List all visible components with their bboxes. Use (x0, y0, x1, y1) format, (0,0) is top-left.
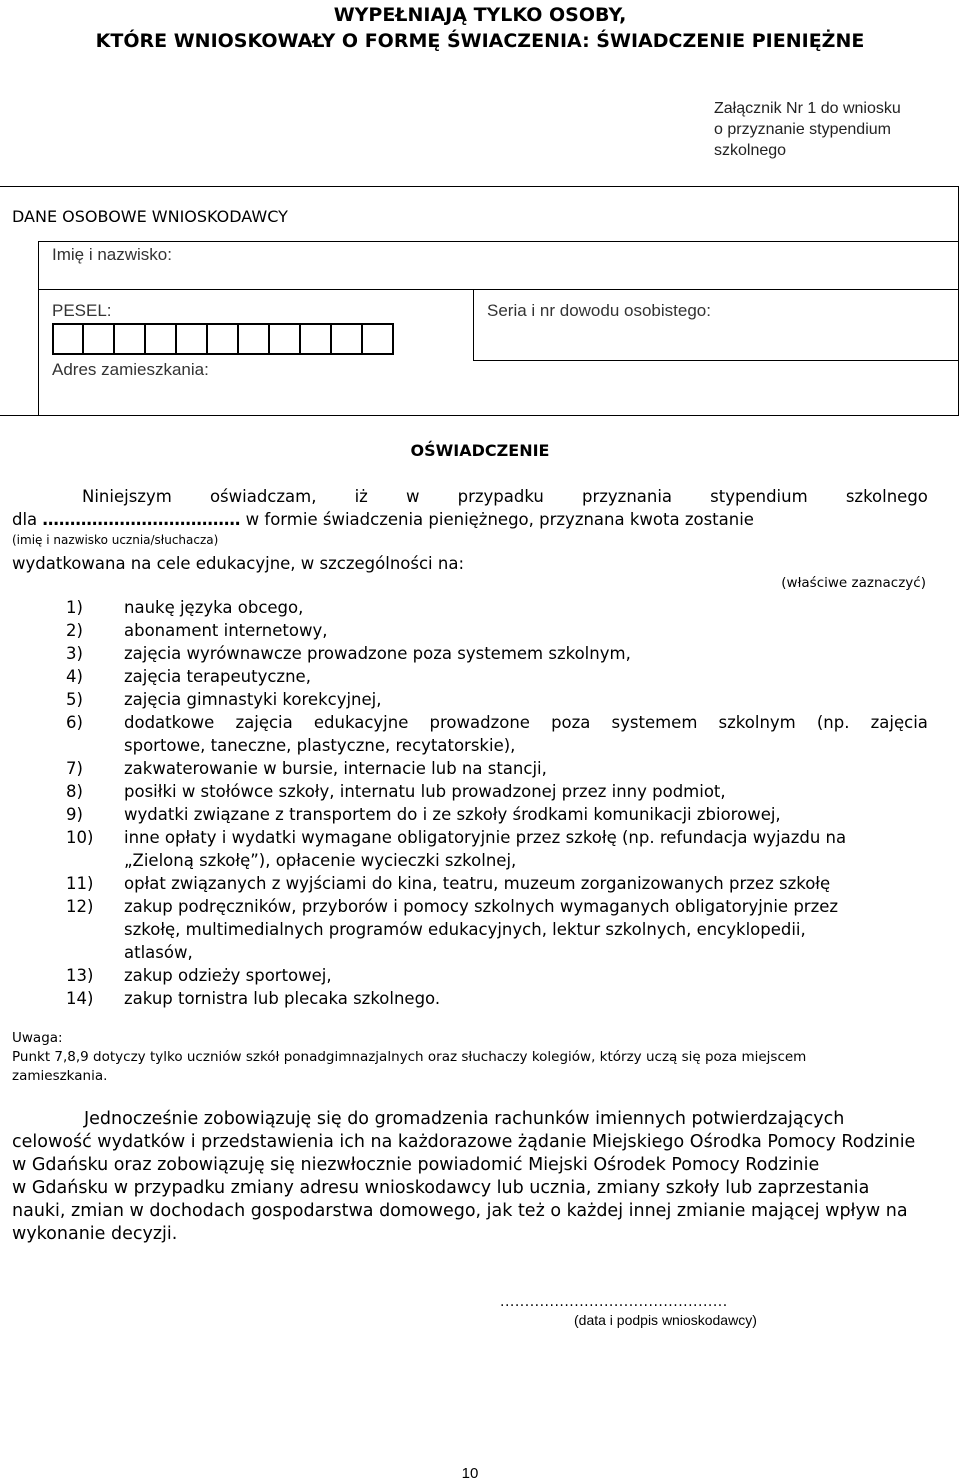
signature-line[interactable]: .............................................. (500, 1294, 728, 1310)
list-item[interactable]: 2) abonament internetowy, (66, 621, 328, 640)
page-number: 10 (461, 1465, 479, 1482)
declaration-line-3: wydatkowana na cele edukacyjne, w szczególności na: (12, 554, 465, 573)
divider (473, 360, 959, 361)
declaration-line-2 (12, 510, 932, 529)
personal-data-title: DANE OSOBOWE WNIOSKODAWCY (12, 207, 288, 226)
list-item[interactable]: 7) zakwaterowanie w bursie, internacie lub na stancji, (66, 759, 547, 778)
pesel-digit-box[interactable] (238, 323, 270, 355)
list-item[interactable]: 8) posiłki w stołówce szkoły, internatu lub prowadzonej przez inny podmiot, (66, 782, 726, 801)
intro-word: szkolnego (845, 487, 928, 506)
student-name-hint: (imię i nazwisko ucznia/słuchacza) (12, 533, 219, 547)
list-item[interactable]: 12) zakup podręczników, przyborów i pomocy szkolnych wymaganych obligatoryjnie przez (66, 897, 839, 916)
declaration-intro (82, 487, 928, 506)
obligation-line: Jednocześnie zobowiązuję się do gromadzenia rachunków imiennych potwierdzających (84, 1109, 845, 1129)
list-item[interactable]: 13) zakup odzieży sportowej, (66, 966, 332, 985)
intro-word: Niniejszym (82, 487, 172, 506)
list-item[interactable]: 14) zakup tornistra lub plecaka szkolnego. (66, 989, 441, 1008)
divider (473, 289, 474, 360)
attachment-line-2: o przyznanie stypendium (714, 121, 891, 138)
header-line-1: WYPEŁNIAJĄ TYLKO OSOBY, (333, 4, 627, 26)
intro-word: w (405, 487, 420, 506)
intro-word: przyznania (581, 487, 673, 506)
pesel-digit-box[interactable] (300, 323, 332, 355)
pesel-digit-box[interactable] (331, 323, 363, 355)
obligation-line: w Gdańsku w przypadku zmiany adresu wnioskodawcy lub ucznia, zmiany szkoły lub zaprzestania (12, 1178, 870, 1198)
mark-hint: (właściwe zaznaczyć) (781, 575, 926, 591)
pesel-field-label: PESEL: (52, 301, 112, 320)
note-line-1: Punkt 7,8,9 dotyczy tylko uczniów szkół ponadgimnazjalnych oraz słuchaczy kolegiów, którzy uczą się poza miejscem (12, 1049, 807, 1065)
pesel-digit-box[interactable] (176, 323, 208, 355)
list-item[interactable]: 6) dodatkowe zajęcia edukacyjne prowadzone poza systemem szkolnym (np. zajęcia (66, 713, 928, 732)
list-item[interactable]: 10) inne opłaty i wydatki wymagane obligatoryjnie przez szkołę (np. refundacja wyjazdu na (66, 828, 847, 847)
pesel-digit-box[interactable] (207, 323, 239, 355)
pesel-digit-box[interactable] (269, 323, 301, 355)
attachment-line-3: szkolnego (714, 142, 787, 159)
note-line-2: zamieszkania. (12, 1068, 108, 1084)
id-number-field-label[interactable]: Seria i nr dowodu osobistego: (487, 301, 711, 320)
intro-word: iż (354, 487, 368, 506)
list-item[interactable]: 9) wydatki związane z transportem do i ze szkoły środkami komunikacji zbiorowej, (66, 805, 781, 824)
student-name-blank[interactable]: ……………………………… (42, 510, 241, 529)
pesel-digit-box[interactable] (83, 323, 115, 355)
intro-word: przypadku (457, 487, 544, 506)
header-line-2: KTÓRE WNIOSKOWAŁY O FORMĘ ŚWIACZENIA: ŚWIADCZENIE PIENIĘŻNE (95, 30, 865, 52)
list-item-continuation: atlasów, (124, 943, 193, 962)
pesel-digit-box[interactable] (145, 323, 177, 355)
obligation-line: celowość wydatków i przedstawienia ich na każdorazowe żądanie Miejskiego Ośrodka Pomocy Rodzinie (12, 1132, 916, 1152)
declaration-title: OŚWIADCZENIE (410, 441, 550, 460)
list-item[interactable]: 4) zajęcia terapeutyczne, (66, 667, 311, 686)
pesel-digit-box[interactable] (362, 323, 394, 355)
pesel-digit-box[interactable] (52, 323, 84, 355)
list-item[interactable]: 1) naukę języka obcego, (66, 598, 304, 617)
declaration-dla: dla (12, 510, 38, 529)
attachment-line-1: Załącznik Nr 1 do wniosku (714, 100, 901, 117)
attachment-note (714, 98, 944, 161)
list-item-continuation: sportowe, taneczne, plastyczne, recytatorskie), (124, 736, 516, 755)
list-item[interactable]: 11) opłat związanych z wyjściami do kina, teatru, muzeum zorganizowanych przez szkołę (66, 874, 831, 893)
list-item[interactable]: 5) zajęcia gimnastyki korekcyjnej, (66, 690, 382, 709)
list-item-continuation: „Zieloną szkołę”), opłacenie wycieczki szkolnej, (124, 851, 517, 870)
list-item-continuation: szkołę, multimedialnych programów edukacyjnych, lektur szkolnych, encyklopedii, (124, 920, 806, 939)
pesel-digit-box[interactable] (114, 323, 146, 355)
name-field-label[interactable]: Imię i nazwisko: (52, 245, 172, 264)
note-label: Uwaga: (12, 1030, 63, 1046)
intro-word: oświadczam, (209, 487, 317, 506)
divider (38, 289, 959, 290)
obligation-line: nauki, zmian w dochodach gospodarstwa domowego, jak też o każdej innej zmianie mającej wpływ na (12, 1201, 908, 1221)
address-field-label[interactable]: Adres zamieszkania: (52, 360, 209, 379)
intro-word: stypendium (710, 487, 808, 506)
obligation-line: wykonanie decyzji. (12, 1224, 178, 1244)
list-item[interactable]: 3) zajęcia wyrównawcze prowadzone poza systemem szkolnym, (66, 644, 631, 663)
declaration-line-2-rest: w formie świadczenia pieniężnego, przyznana kwota zostanie (240, 510, 754, 529)
pesel-input[interactable] (52, 323, 394, 357)
signature-label: (data i podpis wnioskodawcy) (574, 1312, 757, 1328)
obligation-line: w Gdańsku oraz zobowiązuję się niezwłocznie powiadomić Miejski Ośrodek Pomocy Rodzinie (12, 1155, 820, 1175)
